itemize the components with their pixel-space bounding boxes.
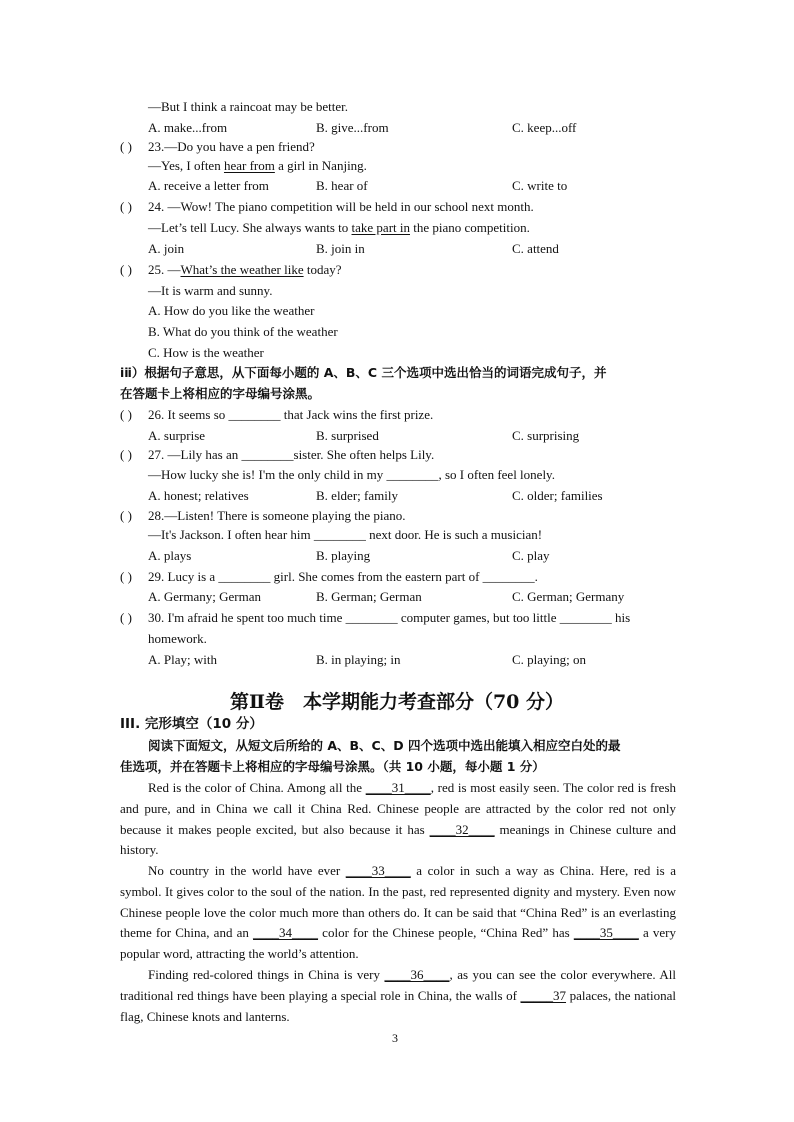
q22-option-b: B. give...from bbox=[316, 120, 389, 135]
q29-option-b: B. German; German bbox=[316, 589, 422, 604]
passage-paragraph-3: Finding red-colored things in China is very ____36____, as you can see the color everywhere. All traditional red things have been playing a special role in China, the walls of _____37 palaces, the national flag, Chinese knots and lanterns. bbox=[120, 967, 676, 1024]
q27-option-b: B. elder; family bbox=[316, 488, 398, 503]
q24-stem: 24. —Wow! The piano competition will be held in our school next month. bbox=[148, 199, 534, 214]
q30-stem: 30. I'm afraid he spent too much time ________ computer games, but too little ________ his bbox=[148, 610, 631, 625]
q30-option-a: A. Play; with bbox=[148, 652, 217, 667]
q28-answer-paren: ( ) bbox=[120, 508, 132, 523]
q23-stem: 23.—Do you have a pen friend? bbox=[148, 139, 315, 154]
q25-option-b: B. What do you think of the weather bbox=[148, 324, 338, 339]
part-two-title: 第Ⅱ卷 本学期能力考查部分（70 分） bbox=[229, 691, 565, 713]
passage-paragraph-1: Red is the color of China. Among all the ____31____, red is most easily seen. The color red is fresh and pure, and in China we call it China Red. Chinese people are attracted by the color red not only because it makes people excited, but also because it has ____32____ meanings in Chinese culture and history. bbox=[120, 780, 677, 858]
blank-36: ____36____ bbox=[384, 967, 450, 982]
q27-option-a: A. honest; relatives bbox=[148, 488, 249, 503]
blank-34: ____34____ bbox=[253, 925, 319, 941]
q27-stem: 27. —Lily has an ________sister. She often helps Lily. bbox=[148, 447, 435, 462]
q27-option-c: C. older; families bbox=[512, 488, 603, 503]
q23-option-c: C. write to bbox=[512, 178, 568, 193]
q26-answer-paren: ( ) bbox=[120, 407, 132, 422]
q27-answer-paren: ( ) bbox=[120, 447, 132, 462]
q25-stem: 25. —What’s the weather like today? bbox=[148, 262, 342, 277]
passage-paragraph-2: No country in the world have ever ____33____ a color in such a way as China. Here, red is a symbol. It gives color to the soul of the nation. In the past, red represented dignity and mystery. Even now Chinese people love the color much more than others do. It can be said that “China Red” is an everlasting theme for China, and an ____34____ color for the Chinese people, “China Red” has ____35____ a very popular word, attracting the world’s attention. bbox=[120, 863, 676, 962]
q25-option-a: A. How do you like the weather bbox=[148, 303, 315, 318]
q29-stem: 29. Lucy is a ________ girl. She comes from the eastern part of ________. bbox=[148, 569, 538, 584]
q30-option-b: B. in playing; in bbox=[316, 652, 401, 667]
q29-answer-paren: ( ) bbox=[120, 569, 132, 584]
section-three-heading: III. 完形填空（10 分） bbox=[120, 716, 263, 732]
q24-underlined-phrase: take part in bbox=[351, 220, 410, 235]
section-three-instruction-line2: 佳选项，并在答题卡上将相应的字母编号涂黑。（共 10 小题，每小题 1 分） bbox=[120, 759, 545, 774]
q24-option-b: B. join in bbox=[316, 241, 365, 256]
q28-option-b: B. playing bbox=[316, 548, 371, 563]
q25-underlined-phrase: What’s the weather like bbox=[180, 262, 304, 277]
q28-option-a: A. plays bbox=[148, 548, 192, 563]
q26-stem: 26. It seems so ________ that Jack wins the first prize. bbox=[148, 407, 434, 422]
section-three-instruction-line1: 阅读下面短文，从短文后所给的 A、B、C、D 四个选项中选出能填入相应空白处的最 bbox=[148, 738, 621, 753]
q28-line2: —It's Jackson. I often hear him ________ next door. He is such a musician! bbox=[148, 527, 543, 542]
page-number: 3 bbox=[392, 1031, 398, 1045]
q26-option-c: C. surprising bbox=[512, 428, 580, 443]
blank-35: ____35____ bbox=[573, 925, 639, 941]
blank-32: ____32____ bbox=[429, 821, 495, 837]
blank-37: _____37 bbox=[520, 987, 567, 1003]
q24-option-a: A. join bbox=[148, 241, 185, 256]
q22-option-c: C. keep...off bbox=[512, 120, 577, 135]
q22-option-a: A. make...from bbox=[148, 120, 228, 135]
q30-option-c: C. playing; on bbox=[512, 652, 587, 667]
q25-answer-paren: ( ) bbox=[120, 262, 132, 277]
q25-line2: —It is warm and sunny. bbox=[148, 283, 273, 298]
q22-line2: —But I think a raincoat may be better. bbox=[148, 99, 348, 114]
q23-line2: —Yes, I often hear from a girl in Nanjing. bbox=[148, 158, 367, 173]
q26-option-a: A. surprise bbox=[148, 428, 206, 443]
blank-31: ____31____ bbox=[365, 780, 431, 795]
q25-option-c: C. How is the weather bbox=[148, 345, 264, 360]
q23-answer-paren: ( ) bbox=[120, 139, 132, 154]
q23-option-b: B. hear of bbox=[316, 178, 368, 193]
q23-option-a: A. receive a letter from bbox=[148, 178, 269, 193]
section-ii-instruction-line2: 在答题卡上将相应的字母编号涂黑。 bbox=[120, 386, 321, 401]
q26-option-b: B. surprised bbox=[316, 428, 379, 443]
q23-underlined-phrase: hear from bbox=[223, 158, 275, 173]
section-ii-instruction-line1: ⅰⅱ）根据句子意思，从下面每小题的 A、B、C 三个选项中选出恰当的词语完成句子，并 bbox=[120, 365, 607, 380]
q30-line2: homework. bbox=[148, 631, 207, 646]
q24-answer-paren: ( ) bbox=[120, 199, 132, 214]
q28-stem: 28.—Listen! There is someone playing the piano. bbox=[148, 508, 406, 523]
q28-option-c: C. play bbox=[512, 548, 550, 563]
q24-option-c: C. attend bbox=[512, 241, 559, 256]
q24-line2: —Let’s tell Lucy. She always wants to take part in the piano competition. bbox=[148, 220, 530, 235]
q29-option-c: C. German; Germany bbox=[512, 589, 625, 604]
blank-33: ____33____ bbox=[345, 863, 411, 878]
q29-option-a: A. Germany; German bbox=[148, 589, 261, 604]
q30-answer-paren: ( ) bbox=[120, 610, 132, 625]
q27-line2: —How lucky she is! I'm the only child in my ________, so I often feel lonely. bbox=[148, 467, 555, 482]
